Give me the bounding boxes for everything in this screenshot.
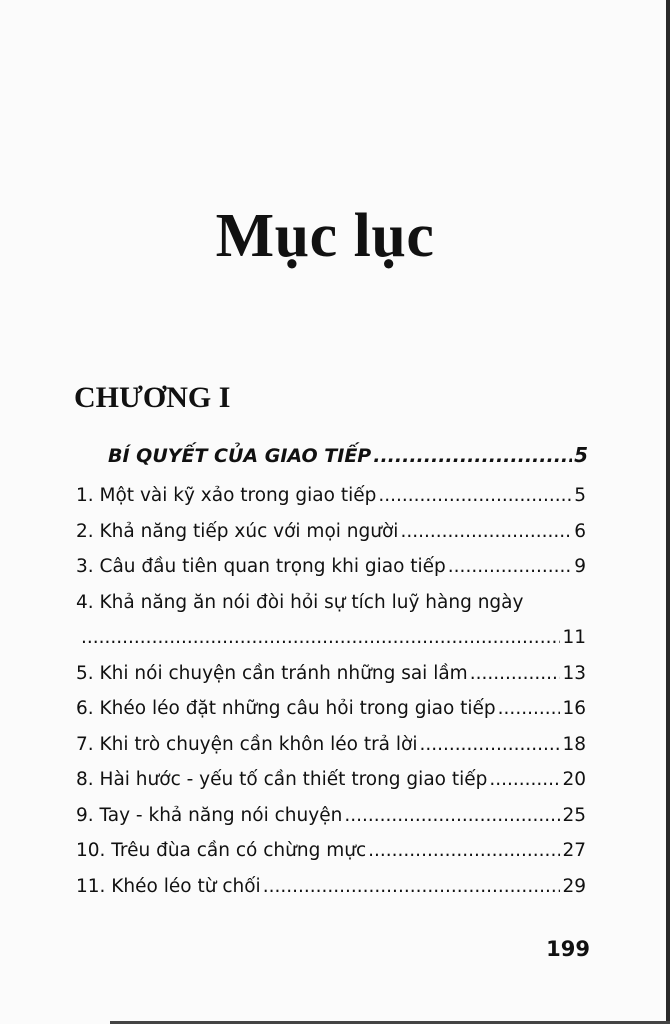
section-page-number: 5 [574,443,588,467]
toc-entry [76,656,586,692]
dot-leader [368,833,560,869]
toc-entry-title: 5. Khi nói chuyện cần tránh những sai lầm [76,662,468,684]
toc-entry-page: 6 [574,520,586,542]
toc-entry-page: 20 [562,769,586,790]
toc-entry-page: 25 [562,804,586,826]
toc-entry-title: 1. Một vài kỹ xảo trong giao tiếp [76,485,377,506]
section-title: BÍ QUYẾT CỦA GIAO TIẾP [108,445,372,467]
toc-entry-title: 9. Tay - khả năng nói chuyện [76,804,343,826]
dot-leader [378,478,572,514]
toc-entry-title: 7. Khi trò chuyện cần khôn léo trả lời [76,733,418,755]
toc-entry-page: 13 [562,662,586,684]
toc-entry-page: 29 [562,875,586,897]
dot-leader [81,620,560,656]
dot-leader [420,727,561,763]
chapter-heading: CHƯƠNG I [74,381,231,414]
dot-leader [373,441,572,471]
toc-entry-title: 10. Trêu đùa cần có chừng mực [76,840,367,861]
dot-leader [263,869,561,905]
toc-entry-page: 18 [562,733,586,755]
dot-leader [470,656,561,692]
toc-entry [76,869,586,905]
toc-entry-title: 2. Khả năng tiếp xúc với mọi người [76,520,399,542]
page-title: Mục lục [215,202,435,270]
toc-entry-page: 16 [562,698,586,719]
toc-entry [76,833,586,869]
dot-leader [498,691,561,727]
toc-entry [76,762,586,798]
toc-entry [76,585,586,656]
toc-entry-title: 3. Câu đầu tiên quan trọng khi giao tiếp [76,556,446,577]
toc-entry-title: 8. Hài hước - yếu tố cần thiết trong giao tiếp [76,769,488,790]
dot-leader [400,514,572,550]
section-heading [108,440,588,471]
toc-entry [76,798,586,834]
toc-entry-page: 11 [562,627,586,648]
toc-entry [76,549,586,585]
toc-entry-page: 9 [574,556,586,577]
toc-entry [76,727,586,763]
toc-entry-continuation [76,620,586,656]
toc-entry [76,514,586,550]
page-edge-right [666,0,670,1024]
toc-entry [76,478,586,514]
dot-leader [344,798,560,834]
toc-entry-title: 6. Khéo léo đặt những câu hỏi trong giao tiếp [76,698,496,719]
table-of-contents [76,478,586,904]
toc-entry-page: 27 [562,840,586,861]
toc-entry-title: 4. Khả năng ăn nói đòi hỏi sự tích luỹ hàng ngày [76,591,524,613]
dot-leader [448,549,572,585]
toc-entry [76,691,586,727]
page-number: 199 [546,937,590,961]
toc-entry-page: 5 [574,485,586,506]
dot-leader [489,762,560,798]
toc-entry-title: 11. Khéo léo từ chối [76,875,261,897]
